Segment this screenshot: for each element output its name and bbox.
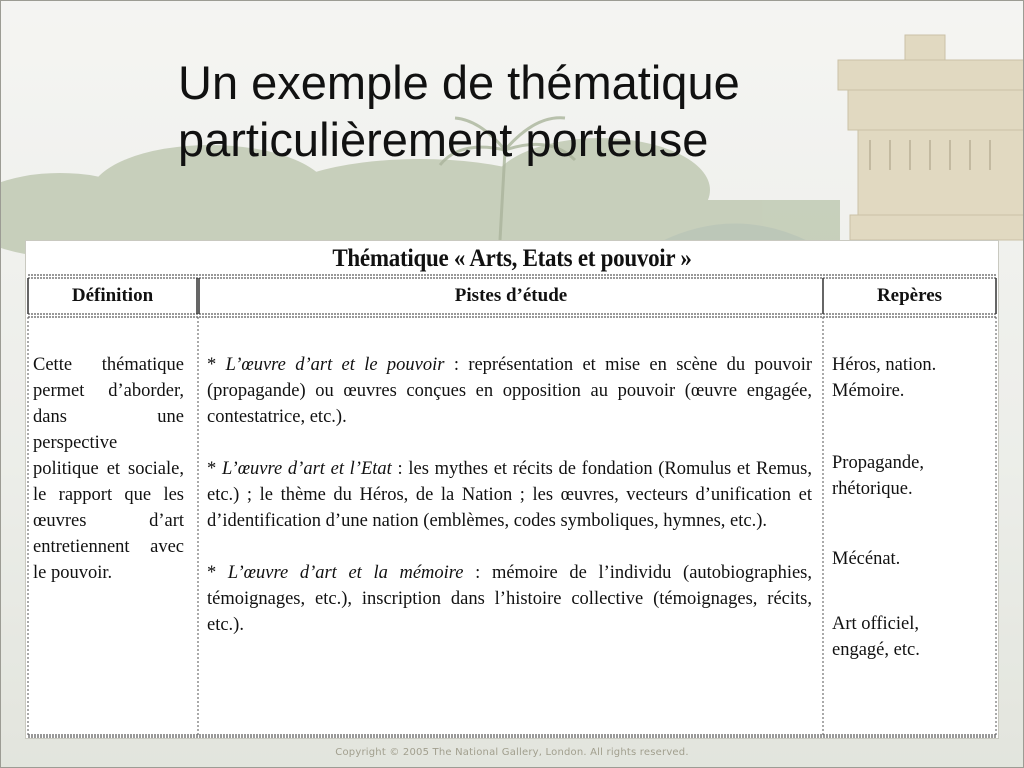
piste-item xyxy=(207,456,812,534)
table-title: Thématique « Arts, Etats et pouvoir » xyxy=(332,245,692,272)
piste-title: L’œuvre d’art et l’Etat xyxy=(221,459,392,479)
repere-item: Propagande, rhétorique. xyxy=(832,453,924,499)
header-definition: Définition xyxy=(71,285,154,306)
slide-title-line-2: particulièrement porteuse xyxy=(178,113,709,166)
repere-item: Art officiel, engagé, etc. xyxy=(832,614,920,660)
piste-title: L’œuvre d’art et la mémoire xyxy=(227,563,464,583)
piste-text: : les mythes et récits de fondation (Romulus et Remus, etc.) ; le thème du Héros, de la Nation ; les œuvres, vecteurs d’unification et d’identification d’une nation (emblèmes, codes symboliques, hymnes, etc.). xyxy=(207,459,812,531)
repere-item: Mécénat. xyxy=(832,549,901,569)
piste-text: : représentation et mise en scène du pouvoir (propagande) ou œuvres conçues en opposition au pouvoir (œuvre engagée, contestatrice, etc.). xyxy=(207,355,813,427)
piste-prefix: * xyxy=(207,563,228,583)
copyright-notice: Copyright © 2005 The National Gallery, London. All rights reserved. xyxy=(335,747,689,758)
header-pistes: Pistes d’étude xyxy=(454,285,568,306)
header-reperes: Repères xyxy=(876,285,943,306)
slide-title-line-1: Un exemple de thématique xyxy=(178,56,740,109)
pistes-cell xyxy=(207,352,812,638)
definition-text: Cette thématique permet d’aborder, dans une perspective politique et sociale, le rapport que les œuvres d’art entretiennent avec le pouvoir. xyxy=(33,355,184,583)
piste-item xyxy=(207,560,812,638)
piste-text: : mémoire de l’individu (autobiographies, témoignages, etc.), inscription dans l’histoire collective (témoignages, récits, etc.). xyxy=(207,563,812,635)
repere-item: Héros, nation. Mémoire. xyxy=(832,355,937,401)
slide-title xyxy=(178,54,938,168)
table-panel xyxy=(25,240,999,739)
piste-item xyxy=(207,352,812,430)
piste-prefix: * xyxy=(207,355,226,375)
definition-cell xyxy=(33,352,184,586)
piste-prefix: * xyxy=(207,459,222,479)
piste-title: L’œuvre d’art et le pouvoir xyxy=(225,355,445,375)
